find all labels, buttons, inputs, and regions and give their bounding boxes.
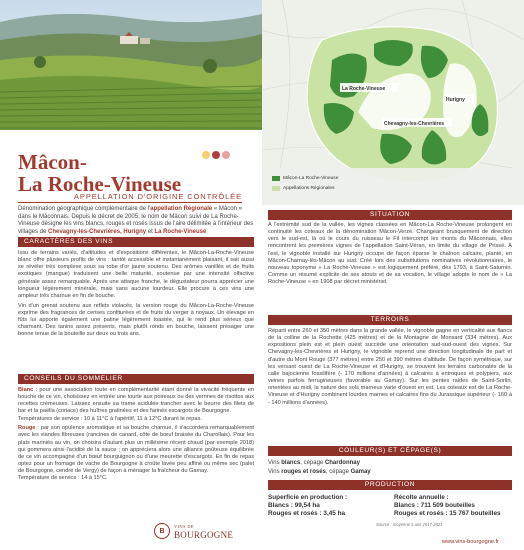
white-wine-dot-icon <box>202 151 210 159</box>
couleur-text: , cépage <box>325 468 351 475</box>
subtitle-divider <box>18 202 242 203</box>
section-header-situation: SITUATION <box>268 210 512 220</box>
appellation-subtitle: APPELLATION D'ORIGINE CONTRÔLÉE <box>74 192 242 201</box>
couleur-blanc <box>268 459 512 468</box>
couleur-text: , cépage <box>300 460 325 466</box>
intro-text: « Mâcon » dans le Mâconnais. Depuis le décret de 2005, le nom de Mâcon suivi de La Roche-Vineuse désigne les vins blancs, rouges et rosés issus de l'aire délimitée à l'intérieur des villages de <box>18 206 254 235</box>
couleur-highlight: rouges et rosés <box>281 468 326 475</box>
sommelier-rouge <box>18 425 254 482</box>
sommelier-blanc <box>18 387 254 423</box>
intro-text: et <box>146 228 155 235</box>
vineyard-photo <box>0 0 262 130</box>
caracteres-text <box>18 250 254 341</box>
recolte-rouges: Rouges et rosés : 15 767 bouteilles <box>394 510 501 517</box>
legend-swatch-regional <box>272 186 280 191</box>
legend-item-regional <box>272 186 334 191</box>
cepage-name: Gamay <box>350 468 371 475</box>
bourgogne-logo <box>154 523 233 539</box>
red-wine-dot-icon <box>212 151 220 159</box>
caracteres-paragraph-2: Vin d'un grenat soutenu aux reflets violacés, la version rouge du Mâcon-La-Roche-Vineuse exprime des fragrances de cerises confiturées et de fruits du verger à noyaux. Un élevage en fûts lui apporte également une patine légèrement toastée, qui le rend plus sérieux que charmant. Des tanins assez présents, mais plutôt ronds en bouche, laissent présager une bonne tenue de la bouteille sur deux ou trois ans. <box>18 302 254 338</box>
couleur-rouge <box>268 468 512 477</box>
intro-text: Dénomination géographique complémentaire de l' <box>18 206 151 212</box>
title-line-1: Mâcon- <box>18 150 87 174</box>
sommelier-text <box>18 387 254 485</box>
rouge-temperature: Température de service : 14 à 15°C. <box>18 475 108 482</box>
cepage-name: Chardonnay <box>324 460 360 466</box>
title-line-2: La Roche-Vineuse <box>18 172 182 196</box>
superficie-label: Superficie en production : <box>268 494 348 501</box>
blanc-label: Blanc <box>18 387 34 393</box>
section-header-production: PRODUCTION <box>268 480 512 490</box>
couleur-text: Vins <box>268 468 282 475</box>
legend-label: Mâcon-La Roche-Vineuse <box>283 176 339 181</box>
map-label-chevagny: Chevagny-les-Chevrières <box>384 121 445 127</box>
intro-paragraph <box>18 206 254 236</box>
rose-wine-dot-icon <box>222 151 230 159</box>
production-superficie <box>268 494 386 518</box>
superficie-rouges: Rouges et rosés : 3,45 ha <box>268 510 346 517</box>
legend-swatch-appellation <box>272 176 280 181</box>
blanc-temperature: Températures de service : 10 à 11°C à l'apéritif, 11 à 12°C durant le repas. <box>18 415 202 422</box>
intro-highlight: La Roche-Vineuse <box>154 228 207 235</box>
section-header-couleurs: COULEUR(S) ET CÉPAGE(S) <box>268 446 512 456</box>
rouge-label: Rouge <box>18 425 36 432</box>
recolte-label: Récolte annuelle : <box>394 494 449 501</box>
couleurs-text <box>268 459 512 476</box>
map-graphic <box>262 0 524 205</box>
source-note: Source : moyenne 5 ans 2017-2021 <box>376 522 443 527</box>
map-label-hurigny: Hurigny <box>446 97 465 103</box>
logo-top-text: VINS DE <box>174 524 194 529</box>
rouge-text: : par son opulence aromatique et sa bouche charnue, il s'accordera remarquablement avec les viandes fibreuses (rancines de canard, côte de bœuf braisée du Charollais). Pour les plats mariniés au vin, on choisira d'autant plus un millésime récent chaud (par exemple 2018) qui gommera ainsi l'acidité de la sauce ; on appréciera alors une alliance goûteuse équilibrée de ce vin accompagné d'un bœuf bourguignon ou d'une meurette d'escargots. En fin de repas optez pour un fromage de vache de Bourgogne à croûte lavée peu affiné ou même sec (palet de Bourgogne, cendré de Vergy) de façon à ménager la fraîcheur du Gamay. <box>18 425 254 475</box>
blanc-text: : pour une association toute en complémentarité étant donné la vivacité fréquente en bouche de ce vin, choisissez en entrée une tourte aux poireaux ou des verrines de risottos aux recettes crémeuses. Laissez ensuite sa trame acidulée trancher avec le beurre des filets de bar et la paëlla (coriace) des huîtres gratinées et des farinés escargots de Bourgogne. <box>18 387 254 415</box>
situation-text: À l'extrémité sud de la vallée, les vignes classées en Mâcon-La Roche-Vineuse prolongent en continuité les coteaux de la dénomination Mâcon-Verzé. Changeant brusquement de direction vers le sud-est, là où le cours du ruisseau le Fil intercompt les monts du Mâconnais, elles rencontrent les premières vignes de l'appellation Saint-Véran, en limite du village de Prissé. À l'est, le vignoble installé sur Hurigny occupe de façon éparse le chaînon calcaire, planté, en Mâcon-Charnay-lès-Mâcon au sud. Créé lors des substitutions nominatives révolutionnaires, le nouveau toponyme « La Roche-Vineuse » est logiquement préféré, dès 1793, à Saint-Saturnin. Comme un résumé explicite de ses atouts et de sa vocation, le village adopte le nom de « La Roche-Vineuse » en 1908 par décret ministériel. <box>268 222 512 286</box>
production-recolte <box>394 494 512 518</box>
website-link[interactable]: www.vins-bourgogne.fr <box>442 539 499 545</box>
bourgogne-seal-icon: B <box>154 523 170 539</box>
legend-label: Appellations Régionales <box>283 186 335 191</box>
superficie-blancs: Blancs : 99,54 ha <box>268 502 320 509</box>
wine-color-dots <box>202 151 230 159</box>
caracteres-paragraph-1: Issu de terrains variés, d'altitudes et d'expositions différentes, le Mâcon-La-Roche-Vineuse blanc offre plusieurs profils de vins : tantôt accessible et instantanément plaisant, il sait aussi se révéler très complexe sous sa robe d'or jaune soutenu. Des arômes vanillés et de fruits exotiques (mangue) traduisent une belle maturité, soutenue par une intensité olfactive générale assez remarquable. Après une attaque franche, le dégustateur pourra apprécier une longueur légèrement minérale, mais sans aucune lourdeur. Elle procure à ces vins une ampleur très charnue en fin de bouche. <box>18 250 254 299</box>
logo-bottom-text: BOURGOGNE <box>174 530 234 540</box>
couleur-text: Vins <box>268 460 282 466</box>
section-header-sommelier: CONSEILS DU SOMMELIER <box>18 374 254 384</box>
intro-highlight: Chevagny-les-Chevrières, Hurigny <box>48 228 147 235</box>
legend-item-macon-la-roche-vineuse <box>272 176 338 181</box>
map-label-la-roche-vineuse: La Roche-Vineuse <box>342 86 386 92</box>
section-header-terroirs: TERROIRS <box>268 315 512 325</box>
page-title <box>18 151 218 195</box>
vineyard-landscape-image <box>0 0 262 130</box>
terroirs-text: Réparti entre 260 et 350 mètres dans la grande vallée, le vignoble gagne en verticalité aux flancs de la colline de la Rochette (425 mètres) et de la Montagne de Monsard (334 mètres). Aux expositions plein est et plein ouest succède une orientation sud-sud-ouest des vignes. Sur Chevagny-les-Chevrières et Hurigny, le vignoble reprend une direction longitudinale de part et d'autre du Mont Rouge (377 mètres) entre 250 et 390 mètres d'altitude. De façon symétrique, sur les versant ouest de La Roche-Vineuse et d'Hurigny, se trouvent les terrains carbonatés de la calle bajocienne fossilifère (- 170 millions d'années) à calcaires à entroques et polypiers, aux veines parfois ferrugineuses (favorable au Gamay). Sur les pentes raides de Saint-Sorlin, orientées au midi, la nature des sols marneux varie d'ouest en est. Les coteaux est de La Roche-Vineuse et d'Hurigny combinent lourdes marnes et calcaires fins du Jurassique supérieur (- 160 à - 140 millions d'années). <box>268 328 512 406</box>
section-header-caracteres: CARACTÈRES DES VINS <box>18 237 254 247</box>
recolte-blancs: Blancs : 711 509 bouteilles <box>394 502 475 509</box>
couleur-highlight: blancs <box>281 460 301 466</box>
appellation-map <box>262 0 524 205</box>
intro-highlight: appellation Régionale <box>150 206 213 212</box>
